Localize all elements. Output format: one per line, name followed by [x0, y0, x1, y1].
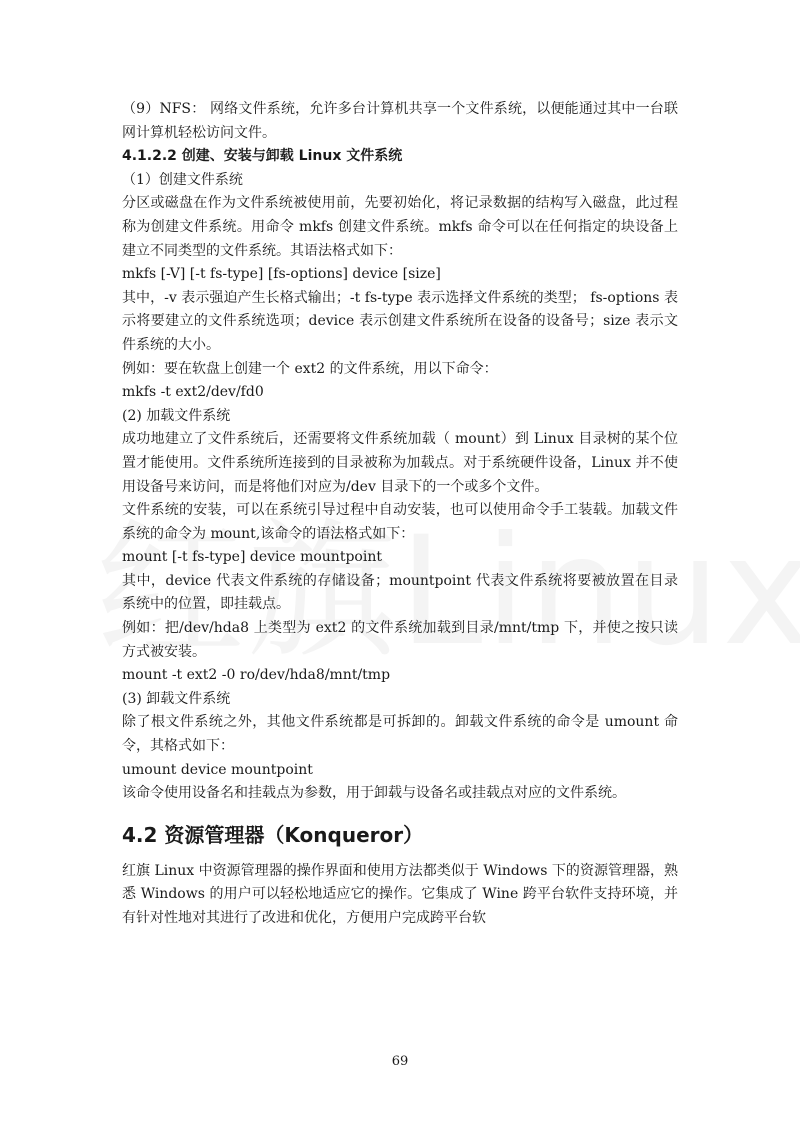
document-body — [122, 98, 678, 931]
paragraph-konqueror: 红旗 Linux 中资源管理器的操作界面和使用方法都类似于 Windows 下的资源管理器，熟悉 Windows 的用户可以轻松地适应它的操作。它集成了 Wine 跨平台软件支持环境，并有针对性地对其进行了改进和优化，方便用户完成跨平台软 — [122, 862, 678, 926]
subheading-mount-fs: (2) 加载文件系统 — [122, 407, 231, 424]
paragraph-nfs: （9）NFS： 网络文件系统，允许多台计算机共享一个文件系统，以便能通过其中一台联网计算机轻松访问文件。 — [122, 101, 678, 141]
paragraph-mount-options: 其中，device 代表文件系统的存储设备；mountpoint 代表文件系统将要被放置在目录系统中的位置，即挂载点。 — [122, 572, 678, 613]
section-heading-4-1-2-2: 4.1.2.2 创建、安装与卸载 Linux 文件系统 — [122, 148, 403, 165]
command-mount-syntax: mount [-t fs-type] device mountpoint — [122, 549, 382, 566]
paragraph-mount-intro: 成功地建立了文件系统后，还需要将文件系统加载（ mount）到 Linux 目录树的某个位置才能使用。文件系统所连接到的目录被称为加载点。对于系统硬件设备，Linux 并不使用设备号来访问，而是将他们对应为/dev 目录下的一个或多个文件。 — [122, 431, 678, 495]
command-mount-example: mount -t ext2 -0 ro/dev/hda8/mnt/tmp — [122, 667, 391, 684]
subheading-umount-fs: (3) 卸载文件系统 — [122, 690, 231, 707]
subheading-create-fs: （1）创建文件系统 — [122, 171, 243, 188]
command-mkfs-syntax: mkfs [-V] [-t fs-type] [fs-options] device [size] — [122, 266, 441, 283]
section-heading-4-2: 4.2 资源管理器（Konqueror） — [122, 822, 424, 847]
paragraph-umount-desc: 该命令使用设备名和挂载点为参数，用于卸载与设备名或挂载点对应的文件系统。 — [122, 785, 626, 802]
paragraph-create-fs: 分区或磁盘在作为文件系统被使用前，先要初始化，将记录数据的结构写入磁盘，此过程称为创建文件系统。用命令 mkfs 创建文件系统。mkfs 命令可以在任何指定的块设备上建立不同类型的文件系统。其语法格式如下： — [122, 195, 678, 259]
paragraph-mkfs-options: 其中，-v 表示强迫产生长格式输出；-t fs-type 表示选择文件系统的类型； fs-options 表示将要建立的文件系统选项；device 表示创建文件系统所在设备的设备号；size 表示文件系统的大小。 — [122, 289, 678, 353]
command-umount-syntax: umount device mountpoint — [122, 761, 313, 778]
paragraph-mount-example: 例如：把/dev/hda8 上类型为 ext2 的文件系统加载到目录/mnt/tmp 下，并使之按只读方式被安装。 — [122, 620, 678, 660]
page-number: 69 — [391, 1054, 409, 1069]
command-mkfs-example: mkfs -t ext2/dev/fd0 — [122, 384, 264, 401]
paragraph-mount-install: 文件系统的安装，可以在系统引导过程中自动安装，也可以使用命令手工装载。加载文件系统的命令为 mount,该命令的语法格式如下： — [122, 502, 678, 542]
paragraph-umount-intro: 除了根文件系统之外，其他文件系统都是可拆卸的。卸载文件系统的命令是 umount 命令，其格式如下： — [122, 714, 678, 755]
paragraph-mkfs-example: 例如：要在软盘上创建一个 ext2 的文件系统，用以下命令： — [122, 360, 498, 377]
